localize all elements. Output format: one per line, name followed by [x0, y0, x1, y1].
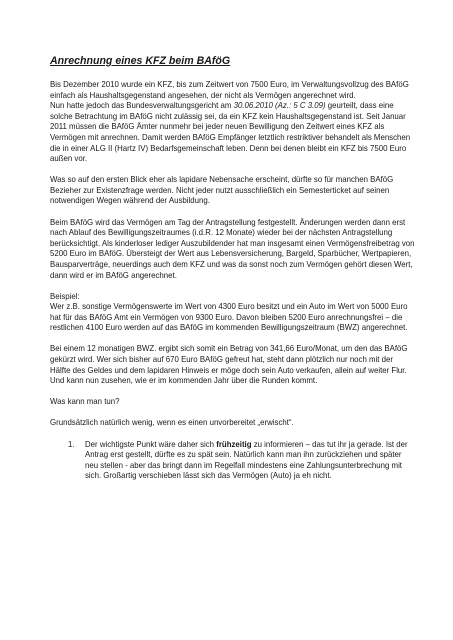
list-item-text-pre: Der wichtigste Punkt wäre daher sich — [85, 439, 217, 449]
paragraph-grundsaetzlich: Grundsätzlich natürlich wenig, wenn es einen unvorbereitet „erwischt“. — [50, 418, 294, 428]
list-item-text-post: zu informieren – das tut ihr ja gerade. Ist der Antrag erst gestellt, dürfte es zu spät sein. Natürlich kann man ihn zurückziehen und später neu stellen - aber das bringt dann im Regelfall mindestens eine Zahlungsunterbrechung mit sich. Großartig verschieben lässt sich das Vermögen (Auto) ja eh nicht. — [85, 439, 408, 481]
paragraph-intro-court-post: geurteilt, dass eine solche Betrachtung im BAföG nicht zulässig sei, da ein KFZ kein Haushaltsgegenstand ist. Seit Januar 2011 müssen die BAföG Ämter nunmehr bei jeder neuen Bewilligung den Zeitwert eines KFZ als Vermögen mit anrechnen. Damit werden BAföG Empfänger letztlich restriktiver behandelt als Menschen die in einer ALG II (Hartz IV) Bedarfsgemeinschaft leben. Denn bei denen bleibt ein KFZ bis 7500 Euro außen vor. — [50, 101, 411, 164]
court-reference: 30.06.2010 (Az.: 5 C 3.09) — [233, 101, 326, 111]
advice-list — [50, 440, 415, 482]
list-item-number: 1. — [68, 439, 75, 449]
document-title: Anrechnung eines KFZ beim BAföG — [50, 55, 231, 67]
list-item — [68, 440, 415, 482]
list-item-emphasis: frühzeitig — [216, 439, 252, 449]
paragraph-intro-court-pre: Nun hatte jedoch das Bundesverwaltungsgericht am — [50, 101, 234, 111]
paragraph-existenzfrage: Was so auf den ersten Blick eher als lapidare Nebensache erscheint, dürfte so für manchen BAföG Bezieher zur Existenzfrage werden. Nicht jeder nutzt ausschließlich ein Semesterticket auf seinen notwendigen Wegen während der Ausbildung. — [50, 175, 394, 206]
paragraph-question: Was kann man tun? — [50, 397, 120, 407]
paragraph-intro-text: Bis Dezember 2010 wurde ein KFZ, bis zum Zeitwert von 7500 Euro, im Verwaltungsvollzug des BAföG einfach als Haushaltsgegenstand angesehen, der nicht als Vermögen angerechnet wird. — [50, 80, 409, 100]
beispiel-label: Beispiel: — [50, 291, 80, 301]
beispiel-text: Wer z.B. sonstige Vermögenswerte im Wert von 4300 Euro besitzt und ein Auto im Wert von 5000 Euro hat für das BAföG Amt ein Vermögen von 9300 Euro. Davon bleiben 5200 Euro anrechnungsfrei – die restlichen 4100 Euro werden auf das BAföG im kommenden Bewilligungszeitraum (BWZ) angerechnet. — [50, 302, 408, 333]
paragraph-vermoegen: Beim BAföG wird das Vermögen am Tag der Antragstellung festgestellt. Änderungen werden dann erst nach Ablauf des Bewilligungszeitraumes (i.d.R. 12 Monate) wieder bei der nächsten Antragstellung berücksichtigt. Als kinderloser lediger Auszubildender hat man insgesamt einen Vermögensfreibetrag von 5200 Euro im BAföG. Übersteigt der Wert aus Lebensversicherung, Bargeld, Sparbücher, Wertpapieren, Bausparverträge, neuerdings auch dem KFZ und was da sonst noch zum Vermögen gehört diesen Wert, dann wird er im BAföG angerechnet. — [50, 217, 415, 280]
paragraph-bwz: Bei einem 12 monatigen BWZ. ergibt sich somit ein Betrag von 341,66 Euro/Monat, um den das BAföG gekürzt wird. Wer sich bisher auf 670 Euro BAföG gefreut hat, steht dann plötzlich nur noch mit der Hälfte des Geldes und dem lapidaren Hinweis er möge doch sein Auto verkaufen, allein auf weiter Flur. Und kann nun zusehen, wie er im kommenden Jahr über die Runden kommt. — [50, 344, 408, 386]
paragraph-intro — [50, 80, 415, 165]
paragraph-beispiel — [50, 292, 415, 334]
